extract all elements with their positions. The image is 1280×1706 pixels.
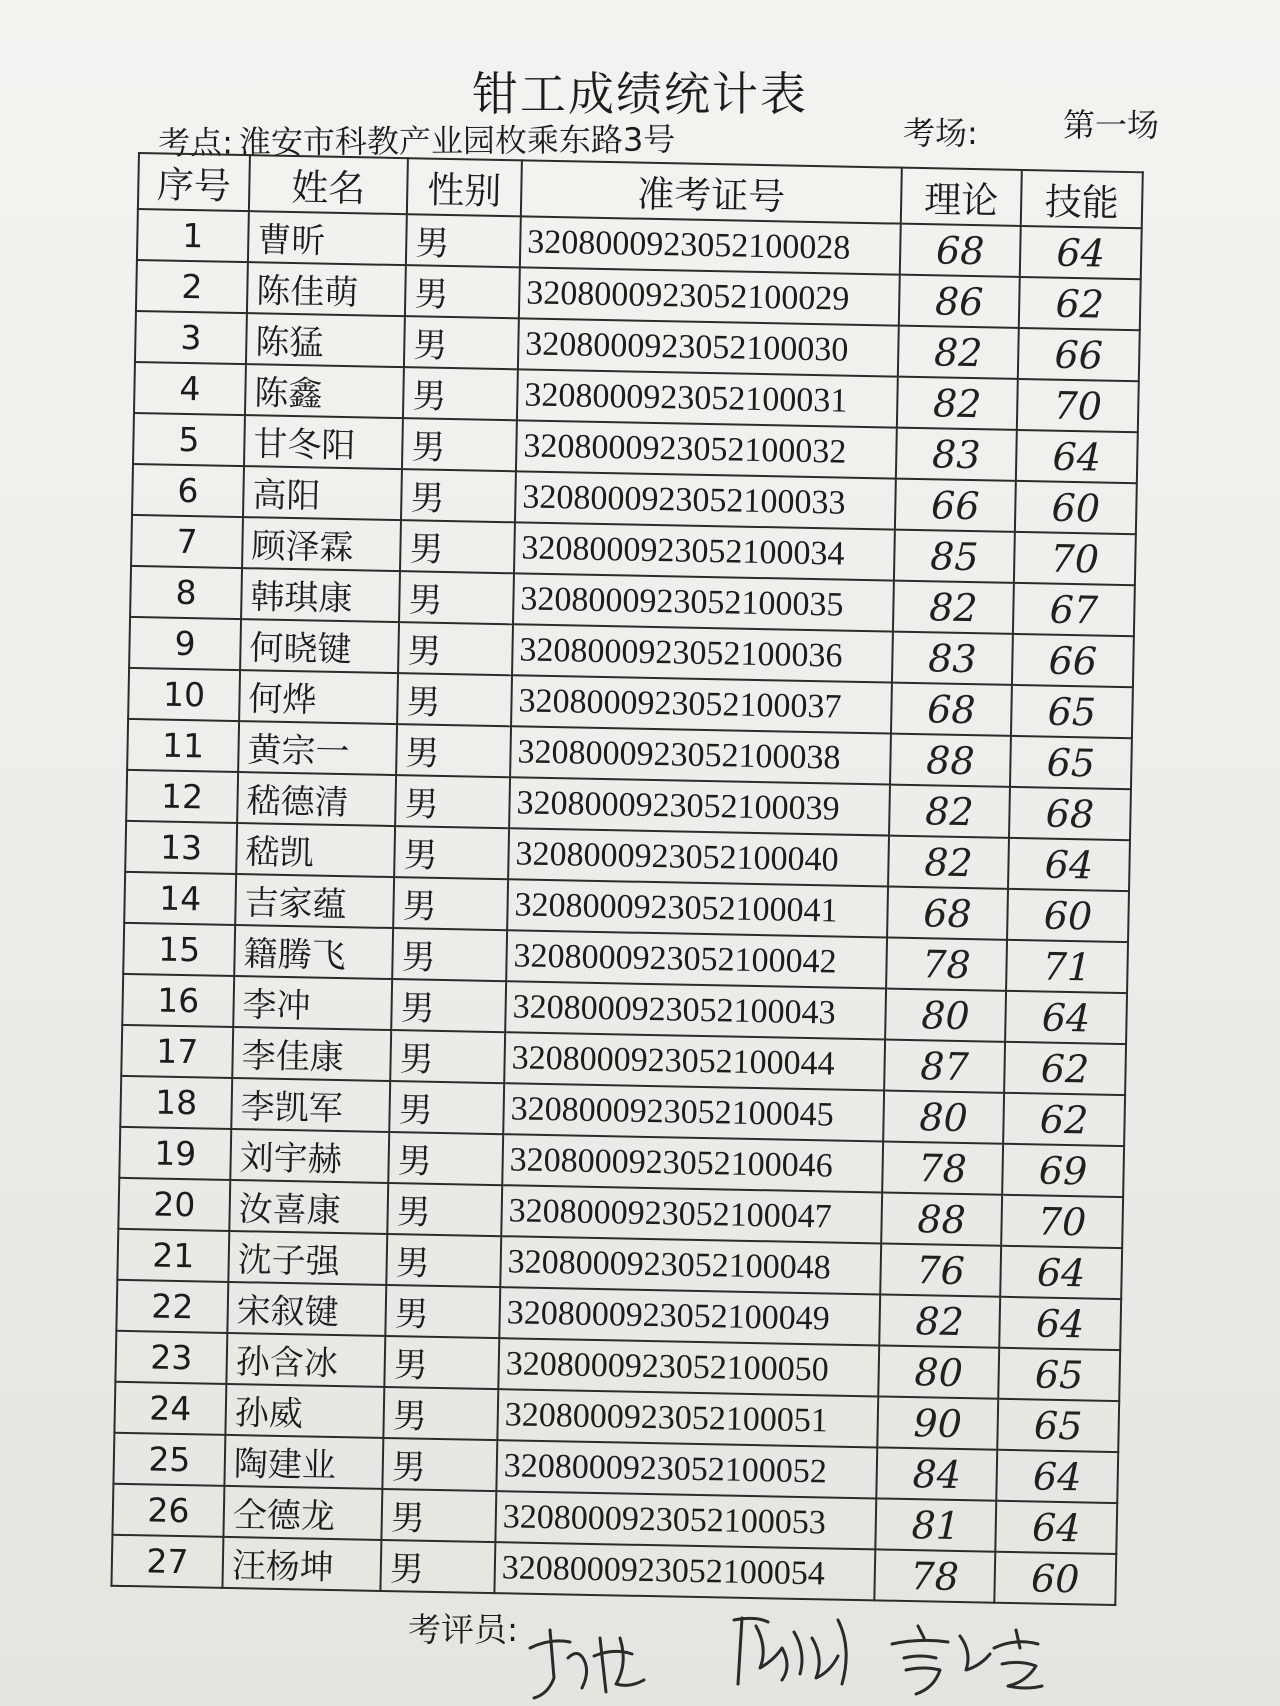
cell-gender: 男 — [385, 1285, 500, 1338]
cell-name: 孙威 — [225, 1384, 384, 1438]
cell-skill: 62 — [1004, 1042, 1126, 1095]
cell-id: 3208000923052100046 — [502, 1134, 883, 1192]
cell-name: 甘冬阳 — [244, 415, 403, 469]
cell-skill: 70 — [1001, 1195, 1123, 1248]
cell-skill: 62 — [1003, 1093, 1125, 1146]
cell-gender: 男 — [389, 1081, 504, 1134]
cell-theory: 88 — [890, 734, 1011, 787]
header-gender: 性别 — [407, 158, 522, 216]
cell-no: 14 — [124, 872, 236, 925]
cell-name: 籍腾飞 — [234, 925, 393, 979]
cell-theory: 78 — [886, 938, 1007, 991]
cell-theory: 66 — [895, 479, 1016, 532]
cell-skill: 70 — [1017, 379, 1139, 432]
cell-gender: 男 — [406, 214, 521, 267]
header-id: 准考证号 — [521, 160, 902, 223]
page-title: 钳工成绩统计表 — [472, 67, 808, 121]
cell-gender: 男 — [393, 877, 508, 930]
cell-id: 3208000923052100047 — [501, 1185, 882, 1243]
cell-no: 9 — [129, 617, 241, 670]
cell-no: 15 — [123, 923, 235, 976]
cell-gender: 男 — [388, 1132, 503, 1185]
cell-id: 3208000923052100028 — [520, 216, 901, 274]
cell-theory: 82 — [893, 581, 1014, 634]
cell-id: 3208000923052100039 — [509, 777, 890, 835]
cell-name: 高阳 — [243, 466, 402, 520]
cell-theory: 68 — [900, 224, 1021, 277]
table-body — [111, 209, 1141, 1605]
cell-id: 3208000923052100030 — [518, 318, 899, 376]
cell-gender: 男 — [383, 1387, 498, 1440]
cell-theory: 83 — [896, 428, 1017, 481]
cell-skill: 64 — [1016, 430, 1138, 483]
cell-no: 17 — [121, 1025, 233, 1078]
exam-site-value: 淮安市科教产业园枚乘东路3号 — [238, 120, 676, 162]
cell-name: 嵇凯 — [236, 823, 395, 877]
cell-theory: 88 — [881, 1192, 1002, 1245]
cell-name: 韩琪康 — [241, 568, 400, 622]
cell-id: 3208000923052100037 — [511, 675, 892, 733]
header-name: 姓名 — [249, 155, 408, 214]
exam-room-label: 考场: — [903, 114, 978, 152]
cell-gender: 男 — [396, 724, 511, 777]
cell-name: 沈子强 — [228, 1231, 387, 1285]
cell-theory: 82 — [888, 836, 1009, 889]
cell-skill: 64 — [1000, 1246, 1122, 1299]
cell-no: 12 — [126, 770, 238, 823]
exam-site-label: 考点: — [158, 123, 234, 162]
handwritten-signature-2 — [734, 1618, 846, 1684]
cell-id: 3208000923052100029 — [519, 267, 900, 325]
cell-no: 16 — [122, 974, 234, 1027]
cell-theory: 82 — [898, 326, 1019, 379]
cell-id: 3208000923052100034 — [514, 522, 895, 580]
header-no: 序号 — [138, 153, 250, 211]
cell-skill: 64 — [1008, 838, 1130, 891]
cell-no: 10 — [128, 668, 240, 721]
cell-gender: 男 — [387, 1183, 502, 1236]
cell-theory: 81 — [875, 1498, 996, 1551]
header-theory: 理论 — [901, 168, 1022, 226]
cell-skill: 62 — [1019, 277, 1141, 330]
cell-no: 1 — [137, 209, 249, 262]
cell-theory: 80 — [885, 989, 1006, 1042]
header-skill: 技能 — [1021, 170, 1143, 228]
cell-gender: 男 — [384, 1336, 499, 1389]
cell-skill: 60 — [1007, 889, 1129, 942]
cell-skill: 67 — [1013, 583, 1135, 636]
cell-id: 3208000923052100051 — [497, 1389, 878, 1447]
cell-no: 5 — [133, 413, 245, 466]
cell-skill: 65 — [997, 1399, 1119, 1452]
cell-id: 3208000923052100043 — [505, 981, 886, 1039]
cell-no: 18 — [120, 1076, 232, 1129]
cell-theory: 86 — [899, 275, 1020, 328]
cell-id: 3208000923052100040 — [508, 828, 889, 886]
cell-theory: 76 — [880, 1243, 1001, 1296]
cell-no: 23 — [115, 1331, 227, 1384]
cell-skill: 60 — [1015, 481, 1137, 534]
cell-skill: 60 — [994, 1552, 1116, 1605]
cell-skill: 64 — [999, 1297, 1121, 1350]
cell-theory: 80 — [878, 1345, 999, 1398]
cell-gender: 男 — [399, 571, 514, 624]
cell-skill: 65 — [998, 1348, 1120, 1401]
handwritten-signature-1 — [530, 1630, 644, 1698]
cell-id: 3208000923052100038 — [510, 726, 891, 784]
cell-name: 陈佳萌 — [247, 262, 406, 316]
cell-name: 孙含冰 — [226, 1333, 385, 1387]
cell-no: 22 — [116, 1280, 228, 1333]
cell-id: 3208000923052100033 — [515, 471, 896, 529]
cell-name: 仝德龙 — [223, 1486, 382, 1540]
cell-no: 8 — [130, 566, 242, 619]
cell-theory: 82 — [889, 785, 1010, 838]
cell-skill: 69 — [1002, 1144, 1124, 1197]
cell-gender: 男 — [392, 928, 507, 981]
cell-name: 刘宇赫 — [230, 1129, 389, 1183]
cell-name: 何晓键 — [240, 619, 399, 673]
cell-name: 顾泽霖 — [242, 517, 401, 571]
cell-gender: 男 — [382, 1438, 497, 1491]
cell-id: 3208000923052100048 — [500, 1236, 881, 1294]
cell-theory: 90 — [877, 1396, 998, 1449]
score-table — [110, 152, 1143, 1606]
signatures — [520, 1608, 1140, 1706]
score-table-wrapper — [110, 152, 1141, 1606]
cell-theory: 80 — [883, 1090, 1004, 1143]
cell-name: 黄宗一 — [238, 721, 397, 775]
cell-id: 3208000923052100036 — [512, 624, 893, 682]
cell-theory: 82 — [897, 377, 1018, 430]
cell-name: 陶建业 — [224, 1435, 383, 1489]
cell-id: 3208000923052100042 — [506, 930, 887, 988]
cell-no: 3 — [135, 311, 247, 364]
cell-gender: 男 — [403, 367, 518, 420]
cell-gender: 男 — [394, 826, 509, 879]
cell-no: 4 — [134, 362, 246, 415]
cell-id: 3208000923052100049 — [499, 1287, 880, 1345]
cell-gender: 男 — [380, 1540, 495, 1593]
cell-id: 3208000923052100035 — [513, 573, 894, 631]
cell-gender: 男 — [400, 520, 515, 573]
cell-name: 曹昕 — [248, 211, 407, 265]
cell-no: 13 — [125, 821, 237, 874]
cell-name: 汪杨坤 — [222, 1537, 381, 1591]
handwritten-signature-3 — [892, 1626, 1042, 1694]
cell-name: 陈鑫 — [245, 364, 404, 418]
cell-no: 7 — [131, 515, 243, 568]
cell-theory: 82 — [879, 1294, 1000, 1347]
cell-gender: 男 — [391, 979, 506, 1032]
cell-skill: 64 — [996, 1450, 1118, 1503]
cell-theory: 78 — [882, 1141, 1003, 1194]
cell-gender: 男 — [404, 316, 519, 369]
cell-no: 21 — [117, 1229, 229, 1282]
cell-gender: 男 — [398, 622, 513, 675]
cell-theory: 78 — [874, 1549, 995, 1602]
cell-gender: 男 — [402, 418, 517, 471]
cell-gender: 男 — [401, 469, 516, 522]
cell-gender: 男 — [381, 1489, 496, 1542]
cell-skill: 66 — [1018, 328, 1140, 381]
cell-theory: 85 — [894, 530, 1015, 583]
cell-no: 27 — [111, 1535, 223, 1588]
cell-name: 嵇德清 — [237, 772, 396, 826]
cell-no: 24 — [114, 1382, 226, 1435]
cell-no: 6 — [132, 464, 244, 517]
cell-skill: 65 — [1010, 736, 1132, 789]
cell-id: 3208000923052100041 — [507, 879, 888, 937]
cell-skill: 64 — [1005, 991, 1127, 1044]
cell-name: 汝喜康 — [229, 1180, 388, 1234]
cell-id: 3208000923052100053 — [495, 1491, 876, 1549]
cell-skill: 66 — [1012, 634, 1134, 687]
cell-theory: 68 — [891, 683, 1012, 736]
exam-room-value: 第一场 — [1063, 106, 1160, 144]
cell-theory: 68 — [887, 887, 1008, 940]
cell-gender: 男 — [386, 1234, 501, 1287]
cell-skill: 71 — [1006, 940, 1128, 993]
cell-id: 3208000923052100031 — [517, 369, 898, 427]
cell-id: 3208000923052100052 — [496, 1440, 877, 1498]
cell-id: 3208000923052100054 — [494, 1542, 875, 1600]
cell-gender: 男 — [405, 265, 520, 318]
cell-no: 11 — [127, 719, 239, 772]
cell-name: 何烨 — [239, 670, 398, 724]
examiner-label: 考评员: — [408, 1610, 519, 1649]
cell-name: 宋叙键 — [227, 1282, 386, 1336]
cell-skill: 65 — [1011, 685, 1133, 738]
cell-gender: 男 — [395, 775, 510, 828]
cell-name: 李冲 — [233, 976, 392, 1030]
cell-no: 2 — [136, 260, 248, 313]
cell-skill: 64 — [995, 1501, 1117, 1554]
cell-no: 19 — [119, 1127, 231, 1180]
cell-skill: 70 — [1014, 532, 1136, 585]
cell-no: 26 — [112, 1484, 224, 1537]
cell-name: 吉家蕴 — [235, 874, 394, 928]
cell-id: 3208000923052100032 — [516, 420, 897, 478]
cell-name: 陈猛 — [246, 313, 405, 367]
cell-gender: 男 — [390, 1030, 505, 1083]
cell-theory: 87 — [884, 1040, 1005, 1093]
cell-id: 3208000923052100050 — [498, 1338, 879, 1396]
cell-id: 3208000923052100044 — [504, 1032, 885, 1090]
cell-theory: 83 — [892, 632, 1013, 685]
cell-id: 3208000923052100045 — [503, 1083, 884, 1141]
cell-no: 25 — [113, 1433, 225, 1486]
cell-skill: 68 — [1009, 787, 1131, 840]
cell-gender: 男 — [397, 673, 512, 726]
cell-theory: 84 — [876, 1447, 997, 1500]
cell-no: 20 — [118, 1178, 230, 1231]
cell-name: 李凯军 — [231, 1078, 390, 1132]
cell-name: 李佳康 — [232, 1027, 391, 1081]
cell-skill: 64 — [1020, 226, 1142, 279]
